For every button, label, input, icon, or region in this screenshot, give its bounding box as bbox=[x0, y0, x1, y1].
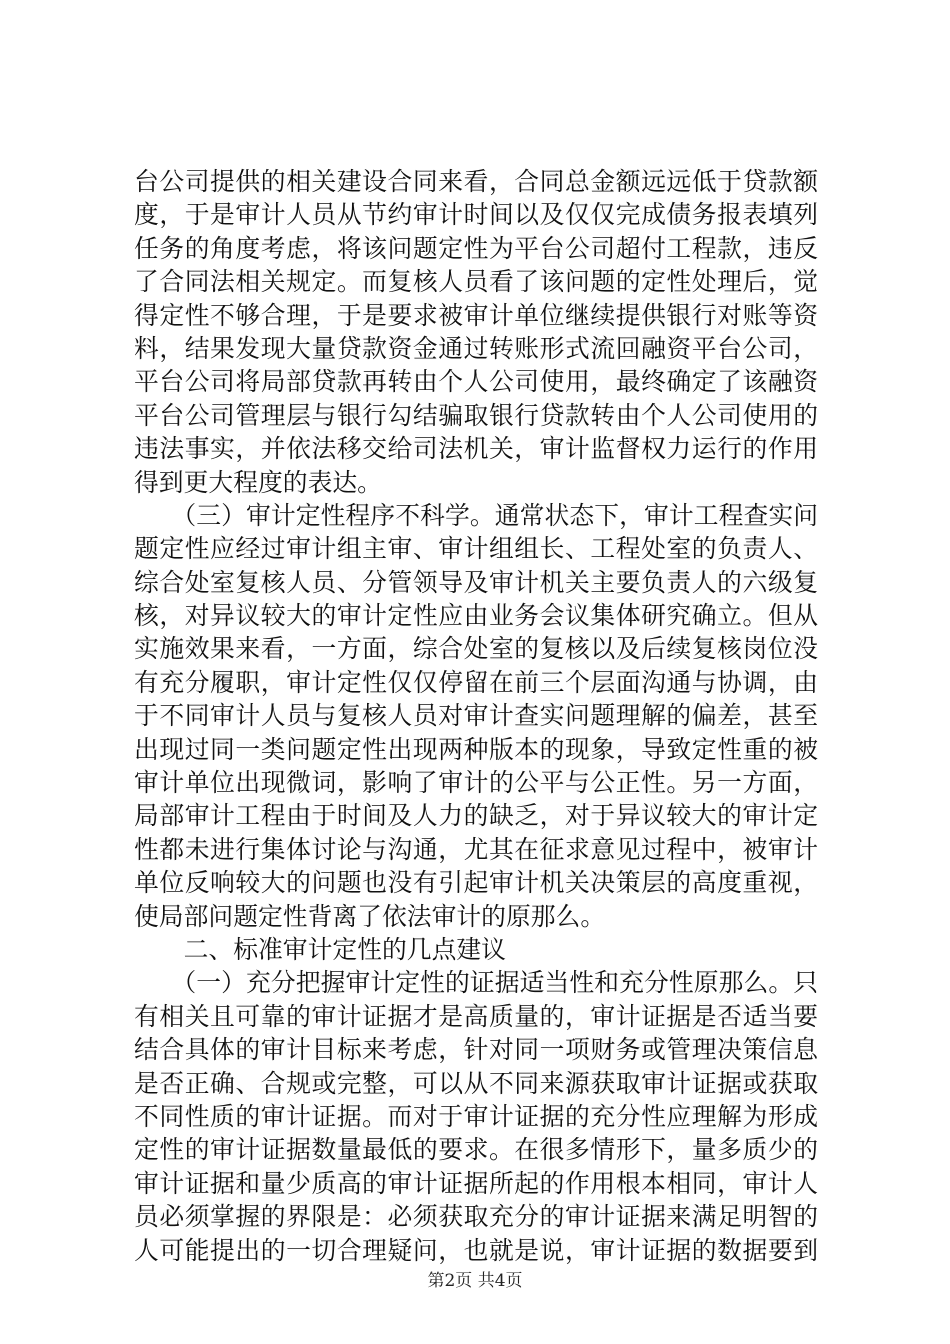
body-text bbox=[134, 165, 818, 1267]
text-line: 任务的角度考虑，将该问题定性为平台公司超付工程款，违反 bbox=[134, 233, 818, 263]
text-line: 结合具体的审计目标来考虑，针对同一项财务或管理决策信息 bbox=[134, 1035, 818, 1065]
text-line: 度，于是审计人员从节约审计时间以及仅仅完成债务报表填列 bbox=[134, 200, 818, 230]
text-line: 审计单位出现微词，影响了审计的公平与公正性。另一方面， bbox=[134, 768, 818, 798]
text-line: 局部审计工程由于时间及人力的缺乏，对于异议较大的审计定 bbox=[134, 801, 818, 831]
text-line: 实施效果来看，一方面，综合处室的复核以及后续复核岗位没 bbox=[134, 634, 818, 664]
text-line: 使局部问题定性背离了依法审计的原那么。 bbox=[134, 901, 606, 931]
text-line: 平台公司管理层与银行勾结骗取银行贷款转由个人公司使用的 bbox=[134, 400, 818, 430]
text-line: 题定性应经过审计组主审、审计组组长、工程处室的负责人、 bbox=[134, 534, 818, 564]
text-line: 核，对异议较大的审计定性应由业务会议集体研究确立。但从 bbox=[134, 601, 818, 631]
text-line: 不同性质的审计证据。而对于审计证据的充分性应理解为形成 bbox=[134, 1101, 818, 1131]
page-footer: 第2页 共4页 bbox=[427, 1271, 523, 1291]
text-line: 定性的审计证据数量最低的要求。在很多情形下，量多质少的 bbox=[134, 1135, 818, 1165]
text-line: 了合同法相关规定。而复核人员看了该问题的定性处理后，觉 bbox=[134, 267, 818, 297]
text-line: （一）充分把握审计定性的证据适当性和充分性原那么。只 bbox=[134, 968, 818, 998]
text-line: 审计证据和量少质高的审计证据所起的作用根本相同，审计人 bbox=[134, 1168, 818, 1198]
text-line: 性都未进行集体讨论与沟通，尤其在征求意见过程中，被审计 bbox=[134, 834, 818, 864]
text-line: 有相关且可靠的审计证据才是高质量的，审计证据是否适当要 bbox=[134, 1001, 818, 1031]
text-line: 于不同审计人员与复核人员对审计查实问题理解的偏差，甚至 bbox=[134, 701, 818, 731]
text-line: 料，结果发现大量贷款资金通过转账形式流回融资平台公司， bbox=[134, 333, 818, 363]
text-line: （三）审计定性程序不科学。通常状态下，审计工程查实问 bbox=[134, 500, 818, 530]
text-line: 得到更大程度的表达。 bbox=[134, 467, 382, 497]
text-line: 出现过同一类问题定性出现两种版本的现象，导致定性重的被 bbox=[134, 734, 818, 764]
text-line: 得定性不够合理，于是要求被审计单位继续提供银行对账等资 bbox=[134, 300, 818, 330]
text-line: 有充分履职，审计定性仅仅停留在前三个层面沟通与协调，由 bbox=[134, 667, 818, 697]
text-line: 台公司提供的相关建设合同来看，合同总金额远远低于贷款额 bbox=[134, 167, 818, 196]
text-line: 综合处室复核人员、分管领导及审计机关主要负责人的六级复 bbox=[134, 567, 818, 597]
text-line: 是否正确、合规或完整，可以从不同来源获取审计证据或获取 bbox=[134, 1068, 818, 1098]
section-heading: 二、标准审计定性的几点建议 bbox=[134, 934, 506, 964]
text-line: 单位反响较大的问题也没有引起审计机关决策层的高度重视， bbox=[134, 868, 818, 898]
text-line: 违法事实，并依法移交给司法机关，审计监督权力运行的作用 bbox=[134, 434, 818, 464]
text-line: 平台公司将局部贷款再转由个人公司使用，最终确定了该融资 bbox=[134, 367, 818, 397]
text-line: 员必须掌握的界限是：必须获取充分的审计证据来满足明智的 bbox=[134, 1202, 818, 1232]
text-line: 人可能提出的一切合理疑问，也就是说，审计证据的数据要到 bbox=[134, 1235, 818, 1265]
